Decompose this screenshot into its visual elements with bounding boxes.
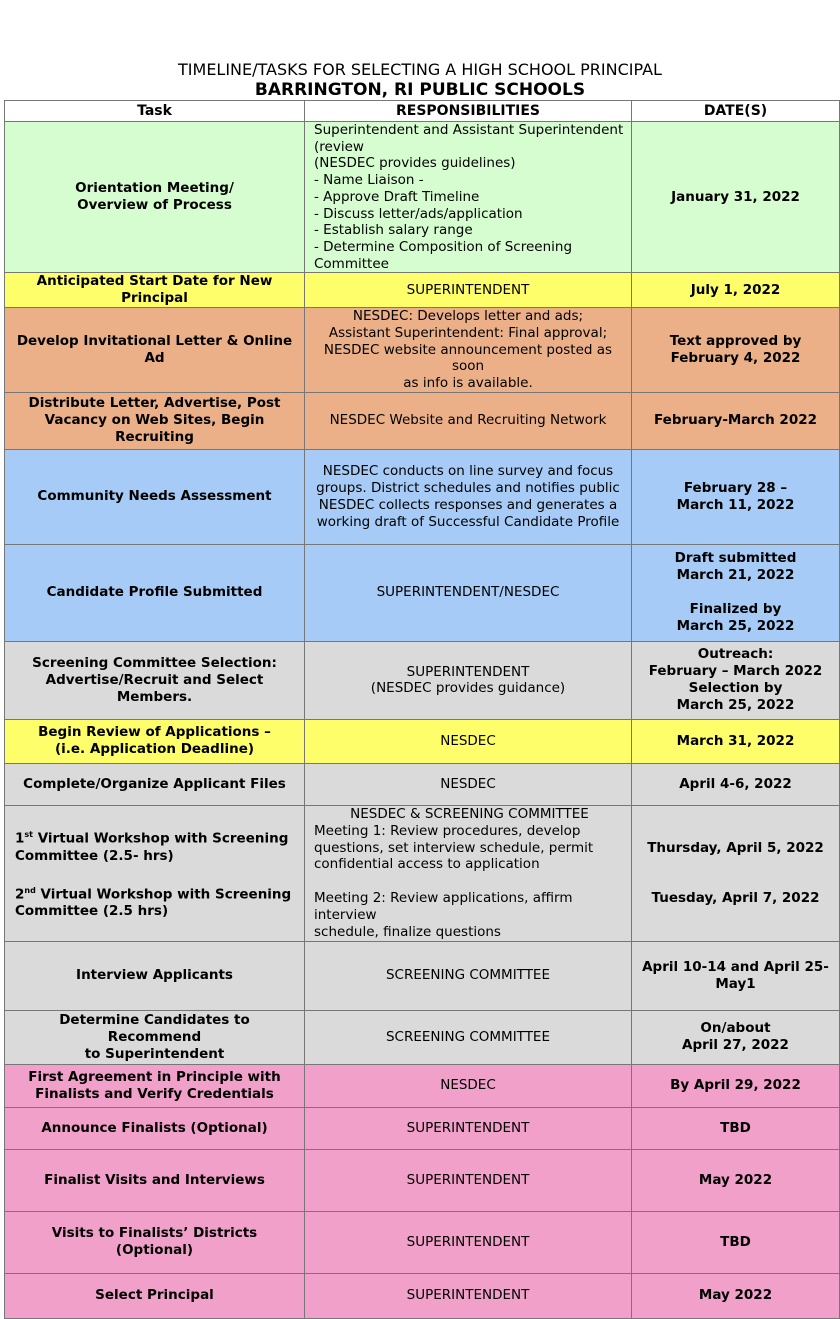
task-cell [5,1010,305,1064]
cell-text-line: Orientation Meeting/ [75,180,234,197]
cell-text-line: Develop Invitational Letter & Online Ad [16,333,293,367]
cell-text-line: February-March 2022 [653,412,818,429]
cell-text-line: Advertise/Recruit and Select Members. [45,671,264,705]
header-dates: DATE(S) [632,101,840,122]
cell-text-line: Distribute Letter, Advertise, Post [28,395,281,412]
date-cell [632,763,840,805]
cell-text-line: On/about [700,1020,771,1037]
table-row [5,449,840,544]
cell-text-line: February 28 – [683,479,788,496]
task-cell: 1st Virtual Workshop with Screening Committee (2.5- hrs) 2nd Virtual Workshop with Screening Committee (2.5 hrs) [5,805,305,941]
responsibility-cell [305,1010,632,1064]
table-row [5,273,840,308]
cell-text-line: Finalist Visits and Interviews [44,1171,265,1188]
table-row [5,1273,840,1318]
date-cell [632,308,840,393]
cell-text-line: Determine Candidates to Recommend [59,1011,250,1045]
cell-text-line: NESDEC [440,732,496,749]
date-cell [632,1010,840,1064]
cell-text-line: SUPERINTENDENT [406,1171,530,1188]
date-cell [632,941,840,1010]
table-row [5,941,840,1010]
task-cell [5,273,305,308]
table-row [5,1107,840,1149]
cell-text-line: NESDEC conducts on line survey and focus [322,463,614,480]
responsibility-cell [305,122,632,273]
task-cell [5,449,305,544]
cell-text-line: April 10-14 and April 25- [642,958,829,975]
task-cell [5,308,305,393]
cell-text-line: NESDEC [440,1077,496,1094]
cell-text-line: - Name Liaison - [314,172,424,189]
timeline-table [4,100,840,1319]
table-row [5,805,840,941]
cell-text-line: Interview Applicants [76,967,233,984]
cell-text-line: Text approved by [669,333,802,350]
table-row [5,719,840,763]
responsibility-cell [305,1107,632,1149]
document-subtitle: BARRINGTON, RI PUBLIC SCHOOLS [254,80,586,100]
cell-text-line: Principal [121,290,188,307]
cell-text-line: (NESDEC provides guidance) [370,680,566,697]
cell-text-line: Finalized by [689,601,782,618]
cell-text-line: January 31, 2022 [671,188,800,205]
cell-text-line: Assistant Superintendent: Final approval; [328,325,608,342]
header-task: Task [5,101,305,122]
responsibility-cell [305,641,632,719]
date-cell [632,392,840,449]
task-cell [5,763,305,805]
table-row [5,122,840,273]
table-row [5,641,840,719]
responsibility-cell [305,1064,632,1107]
cell-text-line: NESDEC collects responses and generates a [318,496,618,513]
task-cell [5,941,305,1010]
cell-text-line: (i.e. Application Deadline) [54,741,255,758]
cell-text-line: By April 29, 2022 [670,1077,801,1094]
cell-text-line: May1 [715,975,756,992]
cell-text-line: NESDEC [440,775,496,792]
cell-text-line: SUPERINTENDENT [406,1287,530,1304]
cell-text-line: - Establish salary range [314,222,473,239]
task-cell [5,1149,305,1211]
task-cell [5,544,305,641]
header-responsibilities: RESPONSIBILITIES [305,101,632,122]
cell-text-line: SUPERINTENDENT [406,1233,530,1250]
task-cell [5,641,305,719]
responsibility-cell [305,308,632,393]
table-row [5,1010,840,1064]
table-row [5,1064,840,1107]
date-cell [632,805,840,941]
table-row [5,392,840,449]
cell-text-line: SCREENING COMMITTEE [385,1028,550,1045]
cell-text-line: March 11, 2022 [676,496,795,513]
table-row [5,544,840,641]
table-row [5,308,840,393]
responsibility-cell [305,941,632,1010]
table-row [5,1149,840,1211]
cell-text-line: as info is available. [403,375,533,392]
responsibility-cell [305,1149,632,1211]
cell-text-line: First Agreement in Principle with [28,1068,281,1085]
cell-text-line: Meeting 2: Review applications, affirm interview [314,890,573,923]
cell-text-line: April 27, 2022 [682,1037,789,1054]
date-cell [632,1149,840,1211]
workshop-1-label: 1st Virtual Workshop with Screening [15,830,289,847]
cell-text-line: NESDEC website announcement posted as soon [323,341,613,375]
cell-text-line: Select Principal [95,1287,214,1304]
cell-text-line: Overview of Process [77,197,232,214]
cell-text-line: Screening Committee Selection: [32,654,277,671]
cell-text-line: Vacancy on Web Sites, Begin Recruiting [44,412,265,446]
responsibility-cell [305,544,632,641]
responsibility-cell [305,273,632,308]
cell-text-line: Meeting 1: Review procedures, develop [314,823,581,840]
date-cell [632,273,840,308]
cell-text-line: May 2022 [698,1287,773,1304]
task-cell [5,1064,305,1107]
cell-text-line: (review [314,138,364,155]
cell-text-line: - Determine Composition of Screening Committee [314,238,573,272]
cell-text-line: to Superintendent [84,1045,225,1062]
date-cell [632,1107,840,1149]
cell-text-line: March 31, 2022 [676,732,795,749]
cell-text-line: NESDEC & SCREENING COMMITTEE [350,806,589,823]
cell-text-line: SUPERINTENDENT [406,1119,530,1136]
responsibility-cell [305,719,632,763]
cell-text-line: March 25, 2022 [676,697,795,714]
cell-text-line: May 2022 [698,1171,773,1188]
table-row [5,763,840,805]
task-cell [5,1211,305,1273]
cell-text-line: Community Needs Assessment [37,488,272,505]
cell-text-line: Outreach: [697,646,774,663]
cell-text-line: February 4, 2022 [670,350,801,367]
cell-text-line: Selection by [688,680,783,697]
cell-text-line: TBD [720,1233,751,1250]
cell-text-line: confidential access to application [314,856,540,873]
cell-text-line: April 4-6, 2022 [679,775,792,792]
responsibility-cell [305,449,632,544]
cell-text-line: July 1, 2022 [690,281,781,298]
cell-text-line: Draft submitted [674,550,797,567]
cell-text-line: Anticipated Start Date for New [36,273,273,290]
cell-text-line: (NESDEC provides guidelines) [314,155,516,172]
cell-text-line: TBD [720,1119,751,1136]
cell-text-line: questions, set interview schedule, permit [314,839,594,856]
cell-text-line: Thursday, April 5, 2022 [647,839,824,856]
task-cell [5,392,305,449]
document-title: TIMELINE/TASKS FOR SELECTING A HIGH SCHOOL PRINCIPAL [178,60,662,79]
date-cell [632,1211,840,1273]
cell-text-line: schedule, finalize questions [314,923,501,940]
responsibility-cell [305,1273,632,1318]
cell-text-line: March 25, 2022 [676,618,795,635]
cell-text-line: March 21, 2022 [676,567,795,584]
cell-text-line: SUPERINTENDENT [406,663,530,680]
cell-text-line: Visits to Finalists’ Districts (Optional) [51,1225,258,1259]
cell-text-line: Candidate Profile Submitted [46,584,263,601]
task-cell [5,122,305,273]
cell-text-line: Complete/Organize Applicant Files [23,775,286,792]
cell-text-line: - Approve Draft Timeline [314,188,480,205]
task-cell [5,719,305,763]
cell-text-line: Begin Review of Applications – [38,724,271,741]
date-cell [632,449,840,544]
responsibility-cell [305,392,632,449]
cell-text-line: February – March 2022 [648,663,823,680]
workshop-2-label: 2nd Virtual Workshop with Screening [15,885,292,903]
cell-text-line: Announce Finalists (Optional) [41,1119,268,1136]
date-cell [632,122,840,273]
date-cell [632,641,840,719]
header-row [5,101,840,122]
cell-text-line: NESDEC: Develops letter and ads; [352,308,584,325]
cell-text-line: SUPERINTENDENT [406,281,530,298]
responsibility-cell [305,1211,632,1273]
date-cell [632,719,840,763]
date-cell [632,544,840,641]
cell-text-line: - Discuss letter/ads/application [314,205,523,222]
cell-text-line: Superintendent and Assistant Superintendent [314,122,624,138]
cell-text-line: SCREENING COMMITTEE [385,967,550,984]
responsibility-cell [305,805,632,941]
table-row [5,1211,840,1273]
cell-text-line: NESDEC Website and Recruiting Network [329,412,607,429]
cell-text-line: SUPERINTENDENT/NESDEC [376,584,560,601]
task-cell [5,1107,305,1149]
date-cell [632,1273,840,1318]
task-cell [5,1273,305,1318]
cell-text-line: groups. District schedules and notifies public [316,480,620,497]
date-cell [632,1064,840,1107]
cell-text-line: Tuesday, April 7, 2022 [651,889,820,906]
cell-text-line: Finalists and Verify Credentials [35,1085,274,1102]
responsibility-cell [305,763,632,805]
cell-text-line: working draft of Successful Candidate Profile [316,513,620,530]
